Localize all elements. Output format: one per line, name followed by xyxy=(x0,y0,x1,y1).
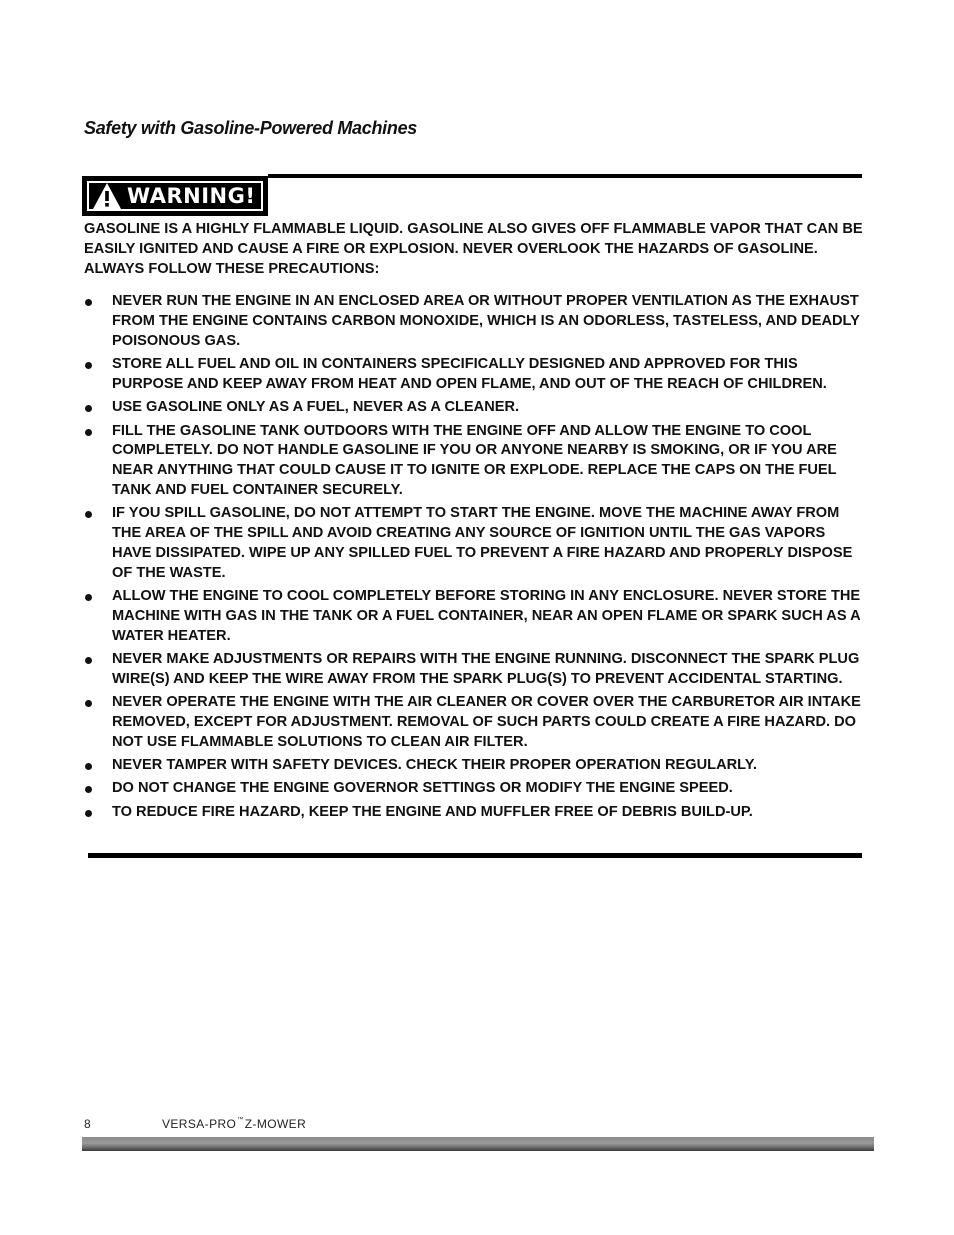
precaution-item xyxy=(84,504,864,583)
precaution-text: IF YOU SPILL GASOLINE, DO NOT ATTEMPT TO START THE ENGINE. MOVE THE MACHINE AWAY FROM THE AREA OF THE SPILL AND AVOID CREATING ANY SOURCE OF IGNITION UNTIL THE GAS VAPORS HAVE DISSIPATED. WIPE UP ANY SPILLED FUEL TO PREVENT A FIRE HAZARD AND PROPERLY DISPOSE OF THE WASTE. xyxy=(112,505,853,581)
bullet-icon xyxy=(85,810,92,817)
warning-intro: GASOLINE IS A HIGHLY FLAMMABLE LIQUID. GASOLINE ALSO GIVES OFF FLAMMABLE VAPOR THAT CAN BE EASILY IGNITED AND CAUSE A FIRE OR EXPLOSION. NEVER OVERLOOK THE HAZARDS OF GASOLINE. ALWAYS FOLLOW THESE PRECAUTIONS: xyxy=(84,221,863,277)
precaution-text: NEVER TAMPER WITH SAFETY DEVICES. CHECK THEIR PROPER OPERATION REGULARLY. xyxy=(112,756,757,773)
bullet-icon xyxy=(85,594,92,601)
precaution-text: USE GASOLINE ONLY AS A FUEL, NEVER AS A CLEANER. xyxy=(112,399,520,416)
warning-rule-top xyxy=(268,174,862,178)
warning-badge-frame xyxy=(87,181,263,211)
footer-bar xyxy=(82,1137,874,1151)
precaution-item xyxy=(84,422,864,501)
precaution-item xyxy=(84,779,864,799)
bullet-icon xyxy=(85,700,92,707)
precaution-text: NEVER MAKE ADJUSTMENTS OR REPAIRS WITH THE ENGINE RUNNING. DISCONNECT THE SPARK PLUG WIRE(S) AND KEEP THE WIRE AWAY FROM THE SPARK PLUG(S) TO PREVENT ACCIDENTAL STARTING. xyxy=(112,650,860,687)
precaution-item xyxy=(84,803,864,823)
precaution-item xyxy=(84,398,864,418)
precaution-text: FILL THE GASOLINE TANK OUTDOORS WITH THE ENGINE OFF AND ALLOW THE ENGINE TO COOL COMPLETELY. DO NOT HANDLE GASOLINE IF YOU OR ANYONE NEARBY IS SMOKING, OR IF YOU ARE NEAR ANYTHING THAT COULD CAUSE IT TO IGNITE OR EXPLODE. REPLACE THE CAPS ON THE FUEL TANK AND FUEL CONTAINER SECURELY. xyxy=(112,422,837,499)
bullet-icon xyxy=(85,511,92,518)
bullet-icon xyxy=(85,657,92,664)
warning-label: WARNING! xyxy=(127,184,256,208)
product-model: Z-MOWER xyxy=(244,1117,307,1131)
product-name xyxy=(162,1117,306,1131)
precaution-text: ALLOW THE ENGINE TO COOL COMPLETELY BEFORE STORING IN ANY ENCLOSURE. NEVER STORE THE MACHINE WITH GAS IN THE TANK OR A FUEL CONTAINER, NEAR AN OPEN FLAME OR SPARK SUCH AS A WATER HEATER. xyxy=(112,588,861,644)
warning-rule-bottom xyxy=(88,853,862,858)
bullet-icon xyxy=(85,786,92,793)
warning-body xyxy=(84,220,864,826)
precaution-item xyxy=(84,650,864,690)
precaution-item xyxy=(84,292,864,351)
precaution-text: NEVER RUN THE ENGINE IN AN ENCLOSED AREA OR WITHOUT PROPER VENTILATION AS THE EXHAUST FROM THE ENGINE CONTAINS CARBON MONOXIDE, WHICH IS AN ODORLESS, TASTELESS, AND DEADLY POISONOUS GAS. xyxy=(112,293,860,349)
precaution-item xyxy=(84,587,864,646)
precautions-list xyxy=(84,292,864,822)
precaution-text: STORE ALL FUEL AND OIL IN CONTAINERS SPECIFICALLY DESIGNED AND APPROVED FOR THIS PURPOSE AND KEEP AWAY FROM HEAT AND OPEN FLAME, AND OUT OF THE REACH OF CHILDREN. xyxy=(112,356,827,393)
bullet-icon xyxy=(85,763,92,770)
precaution-item xyxy=(84,693,864,752)
bullet-icon xyxy=(85,299,92,306)
precaution-text: NEVER OPERATE THE ENGINE WITH THE AIR CLEANER OR COVER OVER THE CARBURETOR AIR INTAKE REMOVED, EXCEPT FOR ADJUSTMENT. REMOVAL OF SUCH PARTS COULD CREATE A FIRE HAZARD. DO NOT USE FLAMMABLE SOLUTIONS TO CLEAN AIR FILTER. xyxy=(112,694,861,750)
section-title: Safety with Gasoline-Powered Machines xyxy=(84,118,417,138)
bullet-icon xyxy=(85,362,92,369)
product-brand: VERSA-PRO xyxy=(162,1117,237,1131)
bullet-icon xyxy=(85,429,92,436)
page-number: 8 xyxy=(84,1117,91,1131)
precaution-item xyxy=(84,355,864,395)
precaution-item xyxy=(84,756,864,776)
trademark-symbol: ™ xyxy=(237,1117,244,1123)
exclamation-triangle-icon xyxy=(91,181,123,211)
bullet-icon xyxy=(85,405,92,412)
warning-badge xyxy=(82,176,268,216)
precaution-text: DO NOT CHANGE THE ENGINE GOVERNOR SETTINGS OR MODIFY THE ENGINE SPEED. xyxy=(112,780,733,797)
precaution-text: TO REDUCE FIRE HAZARD, KEEP THE ENGINE AND MUFFLER FREE OF DEBRIS BUILD-UP. xyxy=(112,803,753,820)
